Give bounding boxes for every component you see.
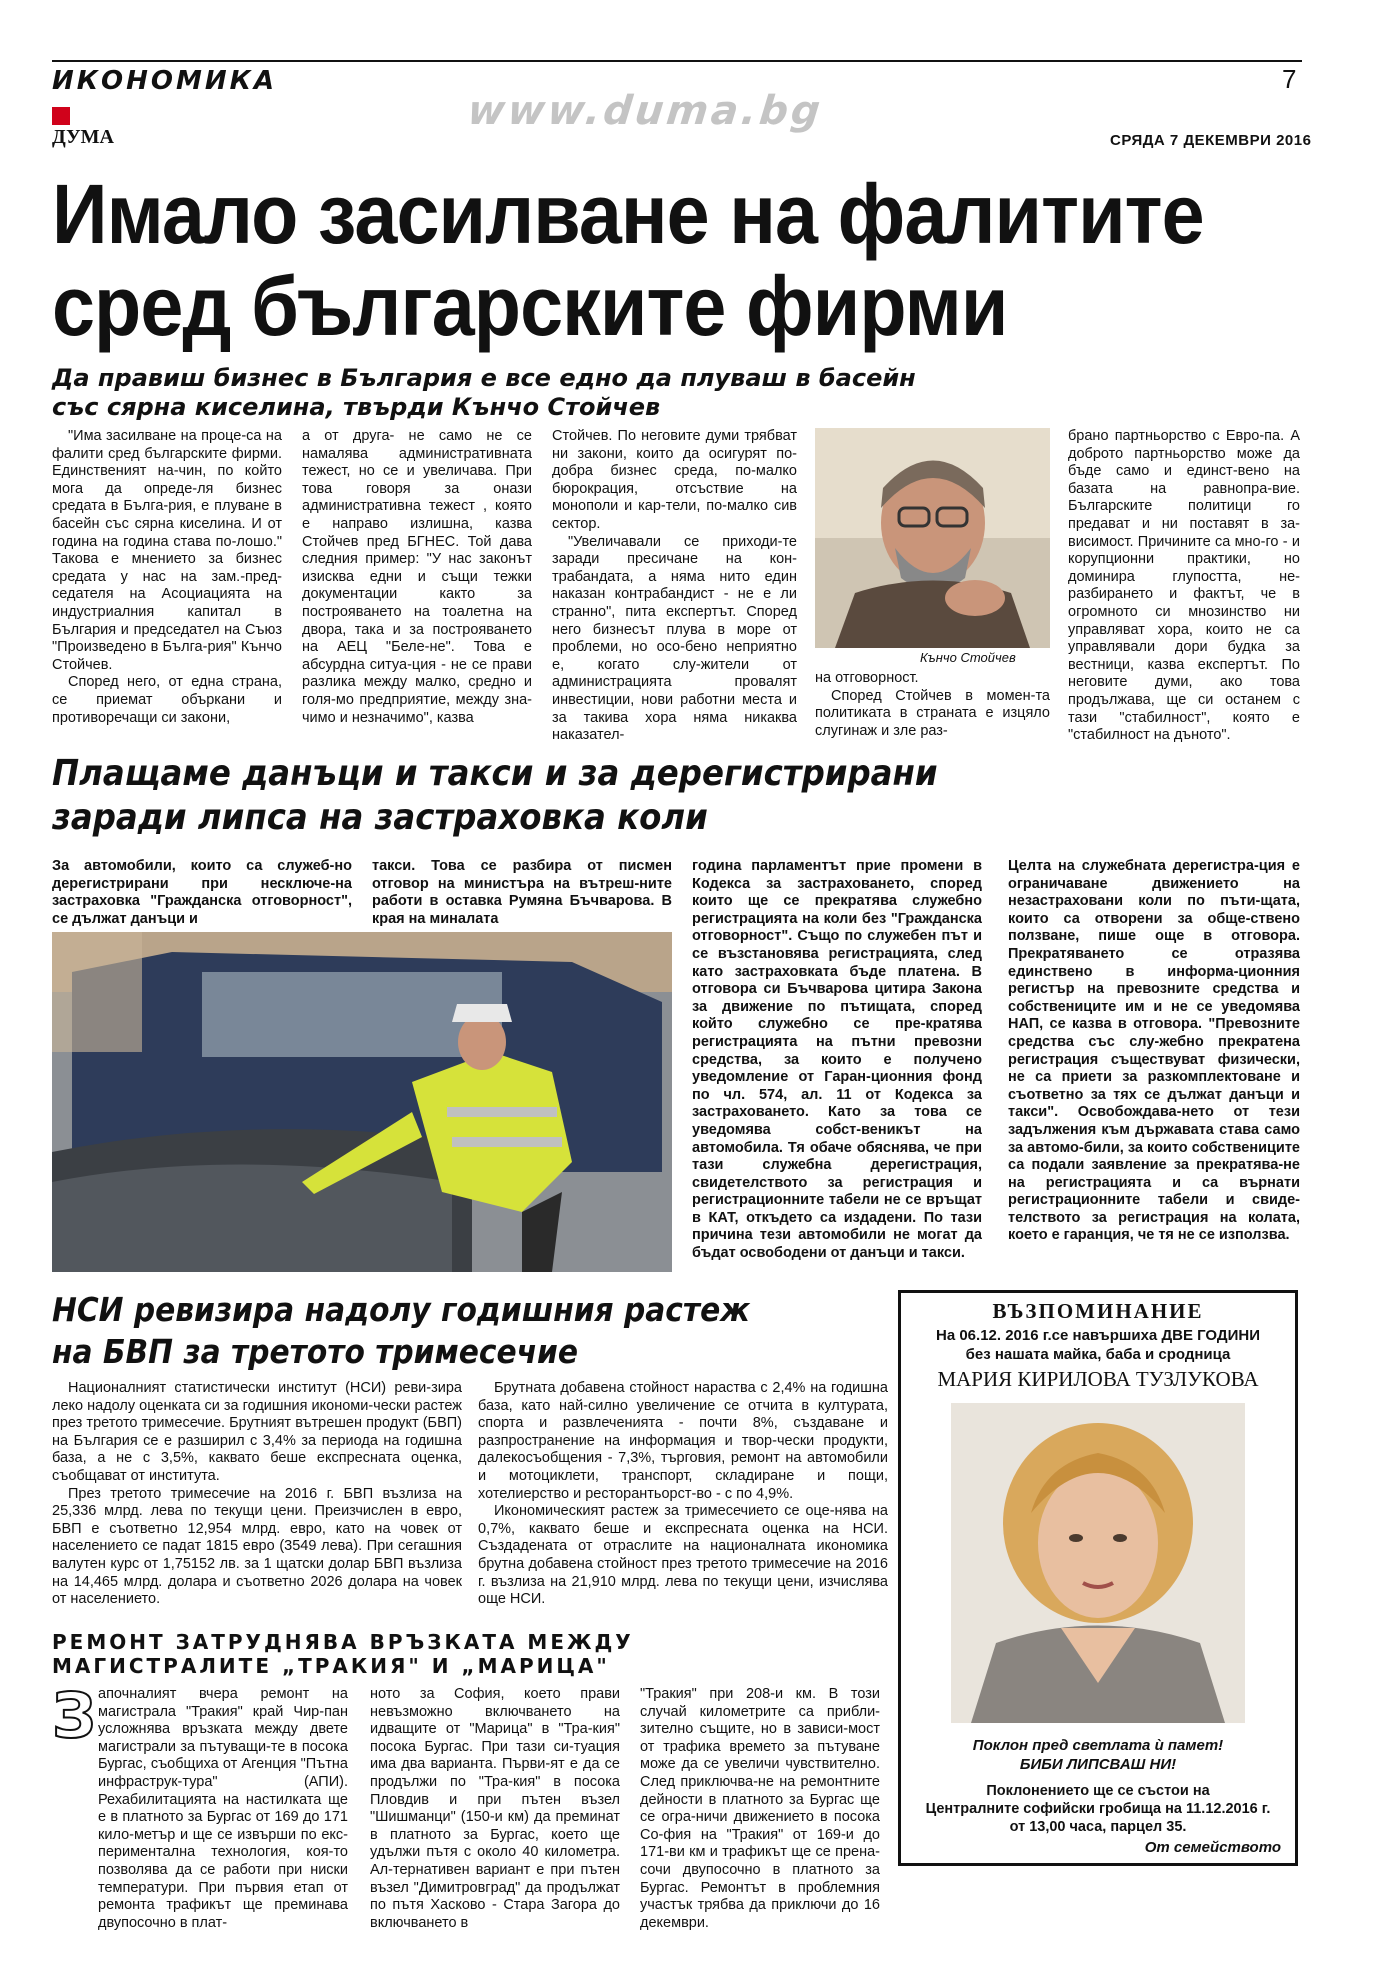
obituary-title: ВЪЗПОМИНАНИЕ bbox=[992, 1299, 1204, 1323]
obituary-name: МАРИЯ КИРИЛОВА ТУЗЛУКОВА bbox=[937, 1367, 1259, 1391]
main-col-2-para: а от друга- не само не се намалява административната тежест, но се и увеличава. При това говоря за онази административна тежест , която е направо излишна, казва Стойчев пред БГНЕС. Той дава следния пример: "У нас законът изисква едни и същи тежки документации както за построяването на тоалетна на двора, така и за построяването на АЕЦ "Беле-не". Това е абсурдна ситуа-ция - не се прави разлика между малко, средно и голя-мо предприятие, между зна-чимо и незначимо", казва bbox=[302, 428, 532, 726]
obituary-line1: На 06.12. 2016 г.се навършиха ДВЕ ГОДИНИ bbox=[936, 1327, 1260, 1344]
main-headline-line1: Имало засилване на фалитите bbox=[52, 167, 1204, 261]
main-col-5-para: брано партньорство с Евро-па. А доброто партньорство може да бъде само и единст-вено на базата на равнопра-вие. Българските политици го предават и ни поставят в за-висимост. Причините са мно-го - и корупционни практики, но доминира глупостта, не-разбирането и фактът, че в огромното си мнозинство ни управляват хора, които не са управлявали дори будка за вестници, казва експертът. По неговите думи, ако това продължава, ще си останем с тази "стабилност", която е "стабилност на дъното". bbox=[1068, 428, 1300, 744]
article4-col-3-para: "Тракия" при 208-и км. В този случай километрите са прибли-зително същите, но в зависи-мост от трафика времето за пътуване може да се увеличи чувствително. След приключва-не на ремонтните дейности в платното за Бургас ще се огра-ничи движението в посока Со-фия на "Тракия" от 169-и до 171-ви км и трафикът ще се прена-сочи двупосочно в платното за Бургас. Ремонтът в проблемния участък трябва да приключи до 16 декември. bbox=[640, 1686, 880, 1931]
article4-col-3 bbox=[640, 1686, 880, 1932]
obituary-signature: От семейството bbox=[1144, 1839, 1281, 1856]
article4-col-2 bbox=[370, 1686, 620, 1932]
main-col-1 bbox=[52, 428, 282, 727]
obituary-box bbox=[898, 1290, 1298, 1866]
article2-headline-line1: Плащаме данъци и такси и за дерегистрирани bbox=[52, 753, 938, 794]
article2-col-2: такси. Това се разбира от писмен отговор на министъра на вътреш-ните работи в оставка Румяна Бъчварова. В края на миналата bbox=[372, 858, 672, 927]
main-headline-line2: сред българските фирми bbox=[52, 259, 1008, 353]
main-col-4-para-2: Според Стойчев в момен-та политиката в страната е изцяло слугинаж и зле раз- bbox=[815, 687, 1050, 739]
article4-col-2-para: ното за София, което прави невъзможно включването на идващите от "Марица" в "Тра-кия" посока Бургас. При тази си-туация има два варианта. Първи-ят е да се продължи по "Тра-кия" в посока Пловдив и при пътен възел "Шишманци" (150-и км) да преминат в платното за Бургас, което ще удължи пътя с около 40 километра. Ал-тернативен вариант е при пътен възел "Димитровград" да продължат по пътя Хасково - Стара Загора до включването в bbox=[370, 1686, 620, 1931]
website-watermark: www.duma.bg bbox=[465, 88, 826, 134]
article2-headline-line2: заради липса на застраховка коли bbox=[52, 797, 708, 838]
article3-col-2-para-2: Икономическият растеж за тримесечието се оце-нява на 0,7%, каквато беше и експресната оценка на НСИ. Създадената от отраслите на националната икономика брутна добавена стойност през третото тримесечие на 2016 г. възлиза на 21,910 млрд. лева по текущи цени, изчислява още НСИ. bbox=[478, 1503, 888, 1608]
portrait-photo bbox=[815, 428, 1050, 648]
main-col-1-para-1: "Има засилване на проце-са на фалити сред българските фирми. Единственият на-чин, по който мога да опреде-ля бизнес средата в Бълга-рия, е плуване в басейн със сярна киселина. И от година на година става по-лошо." Такова е мнението за бизнес средата у нас на зам.-пред-седателя на Асоциацията на индустриалния капитал в България и председател на Съюз "Произведено в Бълга-рия" Кънчо Стойчев. bbox=[52, 428, 282, 673]
obituary-service2: Централните софийски гробища на 11.12.2016 г. bbox=[925, 1801, 1271, 1817]
article3-col-2-para-1: Брутната добавена стойност нараства с 2,4% на годишна база, като най-силно увеличение се отчита в културата, спорта и развлеченията - почти 8%, създаване и разпространение на информация и твор-чески продукти, далекосъобщения - 7,3%, търговия, ремонт на автомобили и мотоциклети, транспорт, складиране и пощи, хотелиерство и ресторантьорст-во - с по 4,9%. bbox=[478, 1380, 888, 1502]
article4-col-1 bbox=[98, 1686, 348, 1932]
article2-col-3: година парламентът прие промени в Кодекса за застраховането, според които ще се прекратява служебно регистрацията на коли без "Гражданска отговорност". Също по служебен път и се възстановява регистрацията, след като застраховката бъде платена. В отговора си Бъчварова цитира Закона за движение по пътищата, според който служебно се пре-кратява регистрацията на пътни превозни средства, за които е получено уведомление от Гаран-ционния фонд по чл. 574, ал. 11 от Кодекса за застраховането. Като за това се уведомява собст-веникът на автомобила. Тя обаче обяснява, че при тази служебна дерегистрация, свидетелството за регистрация и регистрационните табели не се връщат в КАТ, откъдето са издадени. По тази причина тези автомобили не могат да бъдат освободени от данъци и такси. bbox=[692, 858, 982, 1262]
main-dek-line1: Да правиш бизнес в България е все едно да плуваш в басейн bbox=[52, 364, 916, 392]
article2-col-1: За автомобили, които са служеб-но дерегистрирани при несключе-на застраховка "Гражданска отговорност", се дължат данъци и bbox=[52, 858, 352, 927]
article4-col-1-para: апочналият вчера ремонт на магистрала "Тракия" край Чир-пан усложнява връзката между двете магистрали за пътуващи-те в посока Бургас, съобщиха от Агенция "Пътна инфраструк-тура" (АПИ). Рехабилитацията на настилката ще е в платното за Бургас от 169 до 171 кило-метър и ще се извърши по екс-периментална технология, коя-то позволява да се работи при ниски температури. При първия етап от ремонта трафикът ще преминава двупосочно в плат- bbox=[98, 1686, 348, 1931]
article4-drop-cap: З bbox=[52, 1679, 97, 1752]
main-dek-line2: със сярна киселина, твърди Кънчо Стойчев bbox=[52, 393, 661, 421]
main-col-1-para-2: Според него, от една страна, се приемат объркани и противоречащи си закони, bbox=[52, 674, 282, 726]
obituary-portrait-illustration bbox=[951, 1403, 1245, 1723]
main-col-5 bbox=[1068, 428, 1300, 745]
obituary-tribute1: Поклон пред светлата ѝ памет! bbox=[972, 1737, 1224, 1754]
obituary-service1: Поклонението ще се състои на bbox=[986, 1783, 1210, 1799]
traffic-police-illustration bbox=[52, 932, 672, 1272]
portrait-caption: Кънчо Стойчев bbox=[920, 650, 1016, 665]
main-col-4 bbox=[815, 670, 1050, 740]
portrait-illustration bbox=[815, 428, 1050, 648]
main-col-3 bbox=[552, 428, 797, 745]
article4-headline-line1: РЕМОНТ ЗАТРУДНЯВА ВРЪЗКАТА МЕЖДУ bbox=[52, 1630, 634, 1654]
article3-headline-line1: НСИ ревизира надолу годишния растеж bbox=[52, 1290, 750, 1329]
traffic-police-photo bbox=[52, 932, 672, 1272]
article4-headline-line2: МАГИСТРАЛИТЕ „ТРАКИЯ" И „МАРИЦА" bbox=[52, 1654, 610, 1678]
article3-col-1-para-2: През третото тримесечие на 2016 г. БВП възлиза на 25,336 млрд. лева по текущи цени. Преизчислен в евро, БВП е съответно 12,954 млрд. евро, като на човек от населението се падат 1815 евро (3549 лева). При сегашния валутен курс от 1,75152 лв. за 1 щатски долар БВП възлиза на 14,465 млрд. долара и съответно 2026 долара на човек от населението. bbox=[52, 1485, 462, 1608]
article2-col-4: Целта на служебната дерегистра-ция е ограничаване движението на незастраховани коли по пъти-щата, които са отворени за обще-ствено ползване, пише още в отговора. Прекратяването се отразява единствено в информа-ционния регистър на превозните средства и собствениците им и не се уведомява НАП, се казва в отговора. "Превозните средства със слу-жебно прекратена регистрация съществуват физически, не са приети за разкомплектоване и съответно за тях се дължат данъци и такси". Освобождава-нето от тези задължения към държавата става само за автомо-били, за които собствениците са подали заявление за прекратява-не на регистрацията и са върнати регистрационните табели и свиде-телството за регистрация на колата, което е гаранция, че тя не се използва. bbox=[1008, 858, 1300, 1244]
article3-headline-line2: на БВП за третото тримесечие bbox=[52, 1332, 579, 1371]
paper-name: ДУМА bbox=[52, 126, 115, 148]
article3-col-1 bbox=[52, 1380, 462, 1609]
article3-col-1-para-1: Националният статистически институт (НСИ) реви-зира леко надолу оценката си за годишния икономи-чески растеж през третото тримесечие. Брутният вътрешен продукт (БВП) на България се е разширил с 3,4% за периода на годишна база, а не с 3,5%, каквато беше експресната оценка, съобщават от института. bbox=[52, 1380, 462, 1484]
red-square-logo bbox=[52, 107, 70, 125]
top-rule bbox=[52, 60, 1302, 62]
main-col-4-para-1: на отговорност. bbox=[815, 670, 919, 686]
page-number: 7 bbox=[1282, 64, 1297, 94]
article3-col-2 bbox=[478, 1380, 888, 1609]
section-name: ИКОНОМИКА bbox=[52, 66, 277, 96]
main-col-2 bbox=[302, 428, 532, 727]
obituary-line2: без нашата майка, баба и сродница bbox=[965, 1346, 1231, 1363]
obituary-photo bbox=[951, 1403, 1245, 1723]
issue-date: СРЯДА 7 ДЕКЕМВРИ 2016 bbox=[1110, 132, 1312, 149]
main-col-3-para-1: Стойчев. По неговите думи трябват ни закони, които да осигурят по-добра бизнес среда, по-малко бюрокрация, отсъствие на монополи и кар-тели, по-малко сив сектор. bbox=[552, 428, 797, 532]
main-col-3-para-2: "Увеличавали се приходи-те заради пресичане на кон-трабандата, а няма нито един наказан контрабандист - не е ли странно", пита експертът. Според него бизнесът плува в море от проблеми, но осо-бено неприятно е, когато слу-жители от администрацията провалят инвестиции, нови работни места и за такива хора няма никаква наказател- bbox=[552, 533, 797, 744]
obituary-service3: от 13,00 часа, парцел 35. bbox=[1009, 1819, 1187, 1835]
obituary-tribute2: БИБИ ЛИПСВАШ НИ! bbox=[1019, 1756, 1177, 1773]
